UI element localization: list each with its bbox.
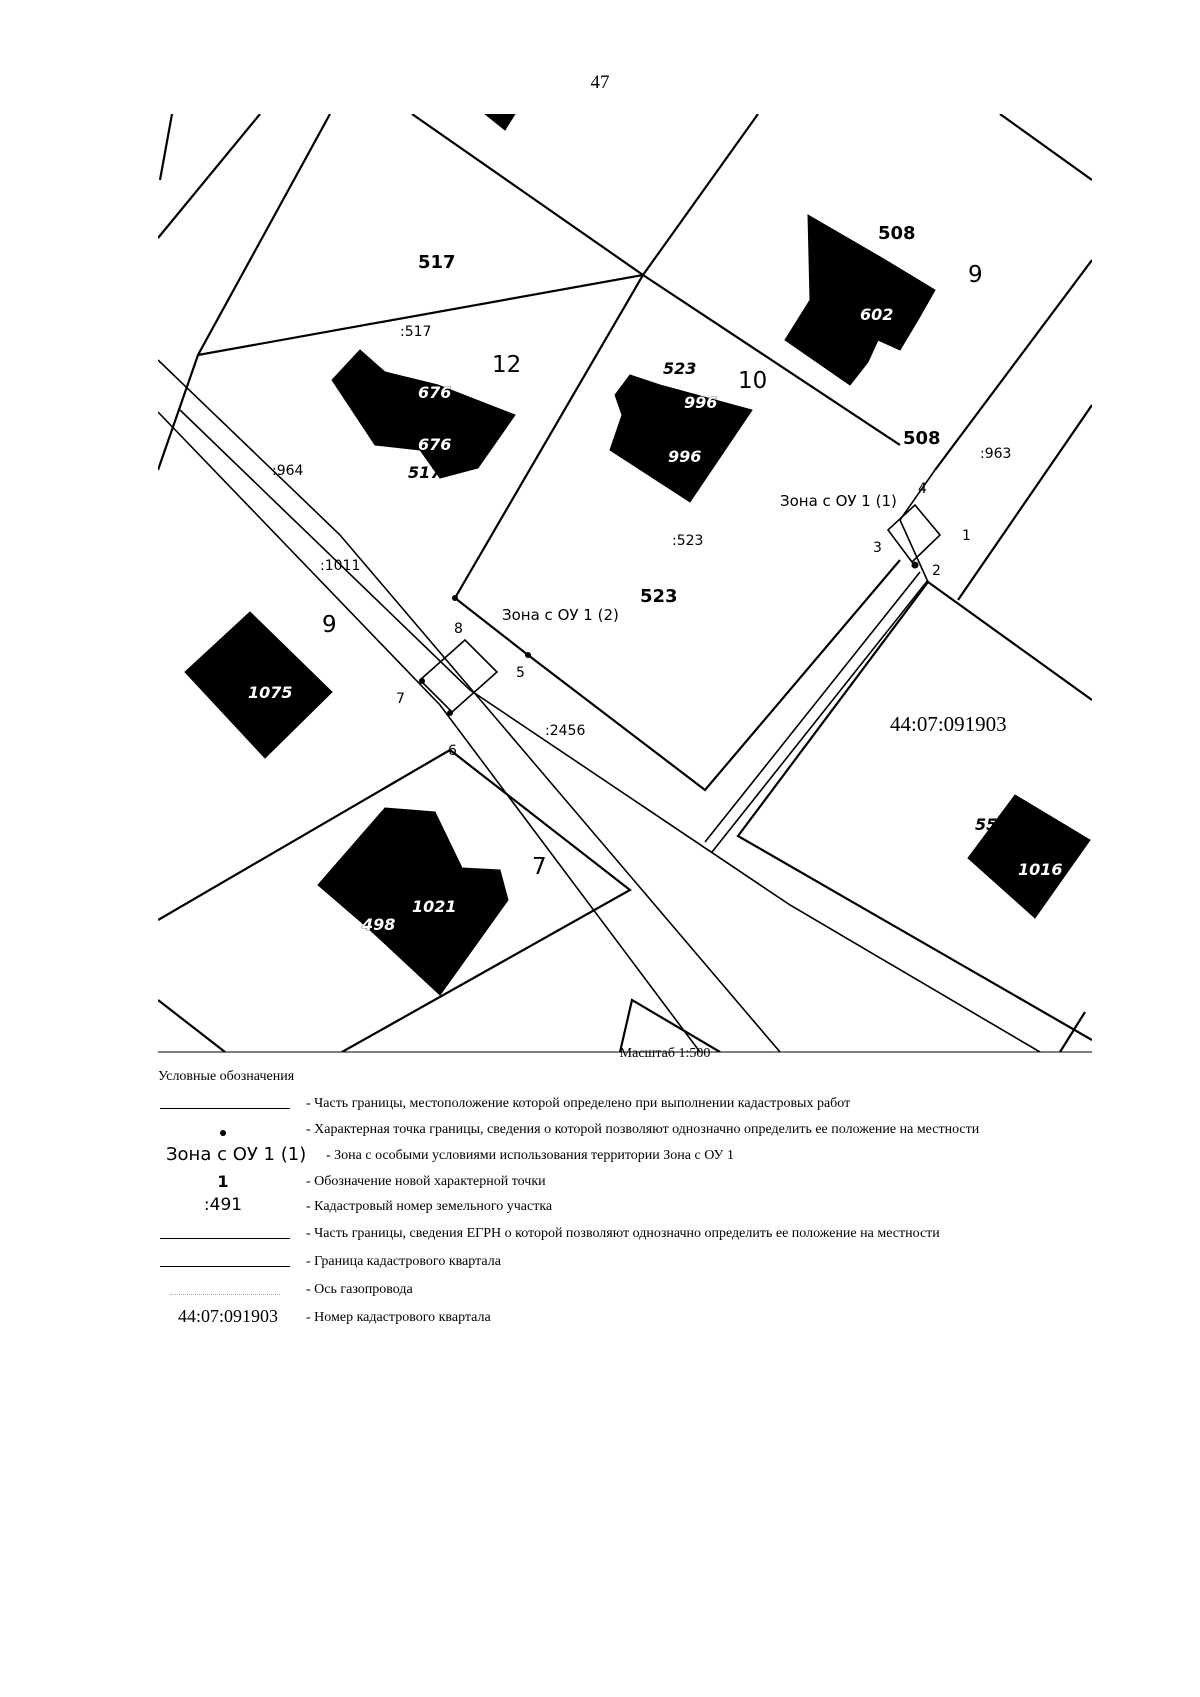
legend-symbol-line xyxy=(160,1238,290,1239)
legend-item xyxy=(158,1252,1158,1278)
legend-text: - Характерная точка границы, сведения о которой позволяют однозначно определить ее положение на местности xyxy=(306,1122,980,1137)
legend-text: - Номер кадастрового квартала xyxy=(306,1310,491,1325)
legend-item xyxy=(158,1172,1158,1198)
legend-symbol-dot xyxy=(220,1130,226,1136)
point-number-7: 7 xyxy=(396,691,405,707)
legend-item xyxy=(158,1094,1158,1120)
building-top-fragment xyxy=(485,114,515,130)
parcel-label-508: 508 xyxy=(903,428,941,449)
boundary-points xyxy=(419,562,919,717)
parcel-label-508-top: 508 xyxy=(878,223,916,244)
point-number-8: 8 xyxy=(454,621,463,637)
legend-symbol-zone: Зона с ОУ 1 (1) xyxy=(166,1144,307,1165)
legend-symbol-point-number: 1 xyxy=(217,1172,229,1191)
cad-number-2456: :2456 xyxy=(545,723,586,739)
point-number-6: 6 xyxy=(448,743,457,759)
building-1016 xyxy=(968,795,1090,918)
legend-symbol-quarter-number: 44:07:091903 xyxy=(177,1306,278,1326)
building-label-1016: 1016 xyxy=(1018,860,1063,879)
legend-text: - Часть границы, сведения ЕГРН о которой позволяют однозначно определить ее положение на местности xyxy=(306,1226,940,1241)
map-drawing xyxy=(158,114,1092,1052)
cad-number-523: :523 xyxy=(672,533,704,549)
zone-label-2: Зона с ОУ 1 (2) xyxy=(502,606,619,624)
building-label-559: 559 xyxy=(975,815,1009,834)
legend-item xyxy=(158,1146,1158,1172)
building-676 xyxy=(332,350,515,478)
house-number-9-left: 9 xyxy=(322,612,337,638)
building-996 xyxy=(610,375,752,502)
building-label-602: 602 xyxy=(860,305,894,324)
legend-item xyxy=(158,1224,1158,1250)
legend-text: - Зона с особыми условиями использования территории Зона с ОУ 1 xyxy=(326,1148,734,1163)
legend-text: - Граница кадастрового квартала xyxy=(306,1254,501,1269)
parcel-boundaries xyxy=(158,114,1092,1052)
point-number-4: 4 xyxy=(918,481,927,497)
zone-label-1: Зона с ОУ 1 (1) xyxy=(780,492,897,510)
point-number-2: 2 xyxy=(932,563,941,579)
point-number-5: 5 xyxy=(516,665,525,681)
point-number-1: 1 xyxy=(962,528,971,544)
house-number-9-top: 9 xyxy=(968,262,983,288)
house-number-10: 10 xyxy=(738,368,768,394)
legend-text: - Обозначение новой характерной точки xyxy=(306,1174,546,1189)
legend-symbol-line xyxy=(160,1266,290,1267)
cad-number-964: :964 xyxy=(272,463,304,479)
page-number: 47 xyxy=(590,72,610,93)
buildings xyxy=(185,114,1090,995)
building-label-676-a: 676 xyxy=(418,383,452,402)
legend-item xyxy=(158,1197,1158,1223)
legend-text: - Кадастровый номер земельного участка xyxy=(306,1199,553,1214)
building-label-1021: 1021 xyxy=(412,897,457,916)
legend-symbol-cad-number: :491 xyxy=(203,1195,243,1215)
cad-number-963: :963 xyxy=(980,446,1012,462)
legend-title: Условные обозначения xyxy=(158,1069,295,1084)
map-scale: Масштаб 1:500 xyxy=(619,1046,711,1061)
parcel-label-523: 523 xyxy=(640,586,678,607)
building-label-498: 498 xyxy=(362,915,396,934)
cad-number-517: :517 xyxy=(400,324,432,340)
legend-text: - Часть границы, местоположение которой определено при выполнении кадастровых работ xyxy=(306,1096,851,1111)
legend-item xyxy=(158,1308,1158,1334)
building-label-996-a: 996 xyxy=(684,393,718,412)
point-number-3: 3 xyxy=(873,540,882,556)
legend-item xyxy=(158,1280,1158,1306)
legend-symbol-line xyxy=(160,1108,290,1109)
building-label-1075: 1075 xyxy=(248,683,293,702)
legend-text: - Ось газопровода xyxy=(306,1282,413,1297)
house-number-7: 7 xyxy=(532,854,547,880)
building-label-676-b: 676 xyxy=(418,435,452,454)
quarter-number: 44:07:091903 xyxy=(890,712,1007,736)
legend-symbol-gas-axis xyxy=(170,1294,280,1295)
building-label-517: 517 xyxy=(408,463,442,482)
building-label-523: 523 xyxy=(663,359,697,378)
cad-number-1011: :1011 xyxy=(320,558,361,574)
house-number-12: 12 xyxy=(492,352,522,378)
parcel-label-517: 517 xyxy=(418,252,456,273)
legend-item xyxy=(158,1120,1158,1146)
building-label-996-b: 996 xyxy=(668,447,702,466)
